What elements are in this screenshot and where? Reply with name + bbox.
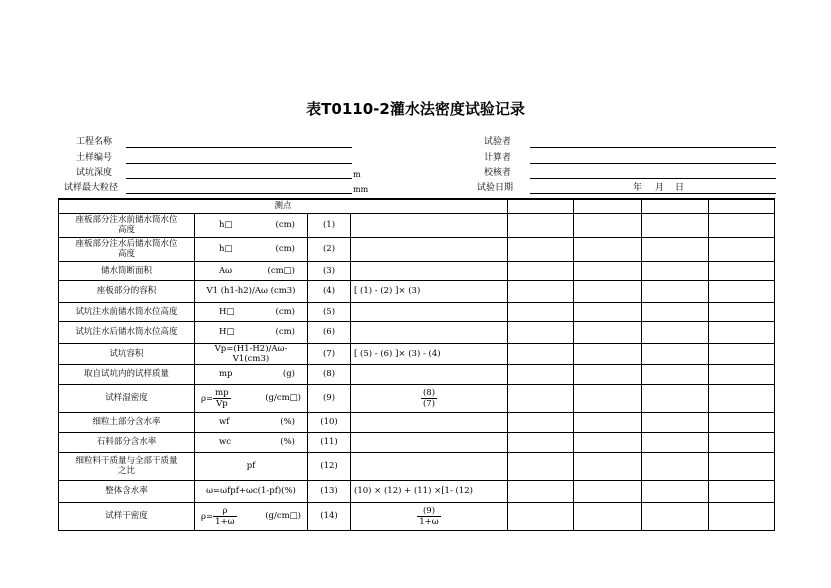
table-row: [59, 213, 775, 237]
table-row: [59, 321, 775, 343]
value-cell[interactable]: [642, 432, 709, 452]
symbol-cell: [195, 302, 308, 321]
symbol-numerator: mp: [215, 387, 229, 398]
value-cell[interactable]: [642, 364, 709, 384]
value-cell[interactable]: [642, 412, 709, 432]
row-index: (7): [308, 343, 351, 364]
value-cell[interactable]: [508, 280, 574, 302]
value-cell[interactable]: [642, 384, 709, 412]
symbol-fraction: [213, 388, 231, 409]
value-cell[interactable]: [508, 237, 574, 261]
table-row: [59, 452, 775, 480]
value-cell[interactable]: [709, 480, 775, 502]
checker-line[interactable]: [530, 178, 776, 179]
symbol-cell: [195, 237, 308, 261]
unit-text: (cm□): [267, 265, 295, 276]
date-month: 月: [655, 183, 665, 193]
symbol-cell: [195, 384, 308, 412]
formula-cell: [351, 502, 508, 530]
value-cell[interactable]: [574, 321, 642, 343]
unit-text: (g/cm□): [265, 511, 301, 521]
value-cell[interactable]: [508, 452, 574, 480]
value-cell[interactable]: [574, 480, 642, 502]
formula-cell: [351, 321, 508, 343]
formula-numerator: (8): [422, 387, 436, 398]
value-cell[interactable]: [574, 237, 642, 261]
row-index: (5): [308, 302, 351, 321]
point-cell[interactable]: [709, 199, 775, 213]
formula-cell: [351, 412, 508, 432]
symbol-cell: Vp=(H1-H2)/Aω-V1(cm3): [195, 343, 308, 364]
value-cell[interactable]: [574, 452, 642, 480]
value-cell[interactable]: [574, 364, 642, 384]
symbol-denominator: 1+ω: [215, 516, 235, 527]
pit-depth-label: 试坑深度: [76, 168, 113, 178]
row-index: (2): [308, 237, 351, 261]
symbol-cell: [195, 412, 308, 432]
table-row: [59, 364, 775, 384]
value-cell[interactable]: [709, 261, 775, 280]
item-name: 试样干密度: [59, 502, 195, 530]
formula-cell: [351, 213, 508, 237]
symbol-denominator: Vp: [216, 398, 228, 409]
row-index: (11): [308, 432, 351, 452]
value-cell[interactable]: [709, 280, 775, 302]
pit-depth-unit: m: [353, 170, 361, 179]
value-cell[interactable]: [642, 237, 709, 261]
row-index: (8): [308, 364, 351, 384]
value-cell[interactable]: [508, 364, 574, 384]
value-cell[interactable]: [574, 261, 642, 280]
value-cell[interactable]: [508, 343, 574, 364]
item-name: 试坑注水后储水筒水位高度: [59, 321, 195, 343]
symbol-cell: [195, 432, 308, 452]
symbol-cell: [195, 213, 308, 237]
value-cell[interactable]: [709, 412, 775, 432]
item-name: 细粒土部分含水率: [59, 412, 195, 432]
table-row: [59, 261, 775, 280]
point-cell[interactable]: [574, 199, 642, 213]
row-index: (9): [308, 384, 351, 412]
row-index: (4): [308, 280, 351, 302]
value-cell[interactable]: [642, 302, 709, 321]
unit-text: (g/cm□): [265, 393, 301, 403]
formula-cell: [ (1) - (2) ]× (3): [351, 280, 508, 302]
value-cell[interactable]: [574, 384, 642, 412]
item-name: 石料部分含水率: [59, 432, 195, 452]
table-row: [59, 237, 775, 261]
value-cell[interactable]: [574, 213, 642, 237]
symbol-text: H□: [219, 327, 235, 337]
table-row: [59, 412, 775, 432]
item-name: 细粒料干质量与全部干质量之比: [59, 452, 195, 480]
value-cell[interactable]: [642, 343, 709, 364]
value-cell[interactable]: [709, 432, 775, 452]
symbol-cell: [195, 502, 308, 530]
item-name: 座板部分注水后储水筒水位高度: [59, 237, 195, 261]
value-cell[interactable]: [508, 432, 574, 452]
value-cell[interactable]: [574, 280, 642, 302]
table-row: [59, 480, 775, 502]
symbol-prefix: ρ=: [201, 511, 214, 522]
table-row: [59, 280, 775, 302]
value-cell[interactable]: [508, 412, 574, 432]
test-date-label: 试验日期: [477, 183, 514, 193]
formula-denominator: (7): [422, 398, 436, 409]
symbol-text: h□: [219, 220, 233, 230]
unit-text: (cm): [275, 306, 295, 317]
symbol-cell: [195, 321, 308, 343]
value-cell[interactable]: [709, 343, 775, 364]
row-index: (12): [308, 452, 351, 480]
symbol-numerator: ρ: [213, 506, 236, 517]
unit-text: (%): [280, 417, 295, 427]
point-cell[interactable]: [508, 199, 574, 213]
formula-fraction: [421, 388, 437, 409]
value-cell[interactable]: [709, 452, 775, 480]
item-name: 取自试坑内的试样质量: [59, 364, 195, 384]
item-name: 试样湿密度: [59, 384, 195, 412]
row-index: (14): [308, 502, 351, 530]
value-cell[interactable]: [574, 412, 642, 432]
symbol-cell: ω=ωfpf+ωc(1-pf)(%): [195, 480, 308, 502]
unit-text: (cm): [275, 327, 295, 337]
project-name-line[interactable]: [126, 147, 352, 148]
value-cell[interactable]: [574, 343, 642, 364]
formula-cell: [351, 237, 508, 261]
formula-denominator: 1+ω: [419, 516, 439, 527]
table-row: [59, 302, 775, 321]
max-particle-label: 试样最大粒径: [64, 183, 119, 193]
table-row: [59, 384, 775, 412]
value-cell[interactable]: [709, 302, 775, 321]
tester-line[interactable]: [530, 147, 776, 148]
value-cell[interactable]: [709, 237, 775, 261]
test-date-line[interactable]: [530, 193, 776, 194]
unit-text: (cm): [275, 244, 295, 254]
value-cell[interactable]: [508, 384, 574, 412]
sample-no-line[interactable]: [126, 163, 352, 164]
symbol-text: mp: [219, 369, 233, 379]
item-name: 整体含水率: [59, 480, 195, 502]
symbol-cell: V1 (h1-h2)/Aω (cm3): [195, 280, 308, 302]
max-particle-line[interactable]: [126, 193, 352, 194]
unit-text: (%): [280, 437, 295, 447]
formula-cell: [ (5) - (6) ]× (3) - (4): [351, 343, 508, 364]
max-particle-unit: mm: [353, 185, 369, 194]
table-row: [59, 343, 775, 364]
formula-cell: [351, 384, 508, 412]
checker-label: 校核者: [484, 168, 512, 178]
row-index: (3): [308, 261, 351, 280]
formula-cell: [351, 261, 508, 280]
tester-label: 试验者: [484, 137, 512, 147]
unit-text: (g): [282, 369, 295, 379]
pit-depth-line[interactable]: [126, 178, 352, 179]
date-day: 日: [675, 183, 685, 193]
symbol-text: H□: [219, 306, 235, 317]
value-cell[interactable]: [642, 321, 709, 343]
formula-cell: [351, 432, 508, 452]
date-year: 年: [633, 183, 643, 193]
row-index: (6): [308, 321, 351, 343]
symbol-text: Aω: [219, 265, 233, 276]
value-cell[interactable]: [574, 302, 642, 321]
value-cell[interactable]: [574, 432, 642, 452]
formula-numerator: (9): [417, 506, 440, 517]
formula-cell: [351, 364, 508, 384]
symbol-text: h□: [219, 244, 233, 254]
value-cell[interactable]: [709, 364, 775, 384]
row-index: (13): [308, 480, 351, 502]
value-cell[interactable]: [709, 321, 775, 343]
symbol-cell: [195, 261, 308, 280]
symbol-text: wf: [219, 417, 230, 427]
item-name: 座板部分的容积: [59, 280, 195, 302]
point-cell[interactable]: [642, 199, 709, 213]
item-name: 试坑容积: [59, 343, 195, 364]
unit-text: (cm): [275, 220, 295, 230]
value-cell[interactable]: [709, 384, 775, 412]
item-name: 座板部分注水前储水筒水位高度: [59, 213, 195, 237]
value-cell[interactable]: [642, 502, 709, 530]
table-header-row: [59, 199, 775, 213]
value-cell[interactable]: [709, 502, 775, 530]
symbol-cell: [195, 364, 308, 384]
symbol-cell: pf: [195, 452, 308, 480]
formula-cell: [351, 302, 508, 321]
measure-point-header: 测点: [59, 199, 508, 213]
formula-cell: (10) × (12) + (11) ×[1- (12): [351, 480, 508, 502]
item-name: 储水筒断面积: [59, 261, 195, 280]
symbol-fraction: [213, 506, 236, 527]
value-cell[interactable]: [574, 502, 642, 530]
test-record-table: [58, 198, 775, 531]
calculator-line[interactable]: [530, 163, 776, 164]
sample-no-label: 土样编号: [76, 153, 113, 163]
value-cell[interactable]: [642, 480, 709, 502]
value-cell[interactable]: [508, 321, 574, 343]
item-name: 试坑注水前储水筒水位高度: [59, 302, 195, 321]
table-row: [59, 502, 775, 530]
value-cell[interactable]: [642, 452, 709, 480]
row-index: (1): [308, 213, 351, 237]
value-cell[interactable]: [642, 261, 709, 280]
value-cell[interactable]: [709, 213, 775, 237]
table-row: [59, 432, 775, 452]
symbol-prefix: ρ=: [201, 393, 214, 404]
page-title: 表T0110-2灌水法密度试验记录: [306, 100, 525, 118]
value-cell[interactable]: [508, 480, 574, 502]
value-cell[interactable]: [642, 213, 709, 237]
value-cell[interactable]: [508, 302, 574, 321]
value-cell[interactable]: [508, 261, 574, 280]
formula-fraction: [417, 506, 440, 527]
calculator-label: 计算者: [484, 153, 512, 163]
formula-cell: [351, 452, 508, 480]
symbol-text: wc: [219, 437, 232, 447]
project-name-label: 工程名称: [76, 137, 113, 147]
value-cell[interactable]: [508, 213, 574, 237]
value-cell[interactable]: [508, 502, 574, 530]
value-cell[interactable]: [642, 280, 709, 302]
row-index: (10): [308, 412, 351, 432]
